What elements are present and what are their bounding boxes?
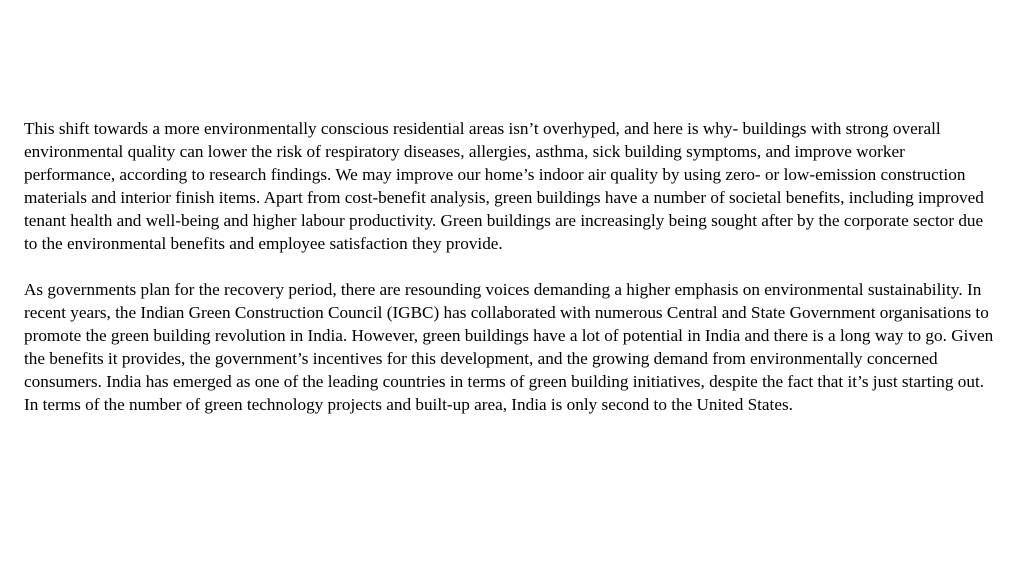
body-paragraph-india-green-buildings: As governments plan for the recovery period, there are resounding voices demanding a higher emphasis on environmental sustainability. In recent years, the Indian Green Construction Council (IGBC) has collaborated with numerous Central and State Government organisations to promote the green building revolution in India. However, green buildings have a lot of potential in India and there is a long way to go. Given the benefits it provides, the government’s incentives for this development, and the growing demand from environmentally concerned consumers. India has emerged as one of the leading countries in terms of green building initiatives, despite the fact that it’s just starting out. In terms of the number of green technology projects and built-up area, India is only second to the United States. — [24, 280, 994, 414]
body-paragraph-health-benefits: This shift towards a more environmentally conscious residential areas isn’t overhyped, and here is why- buildings with strong overall environmental quality can lower the risk of respiratory diseases, allergies, asthma, sick building symptoms, and improve worker performance, according to research findings. We may improve our home’s indoor air quality by using zero- or low-emission construction materials and interior finish items. Apart from cost-benefit analysis, green buildings have a number of societal benefits, including improved tenant health and well-being and higher labour productivity. Green buildings are increasingly being sought after by the corporate sector due to the environmental benefits and employee satisfaction they provide. — [24, 119, 984, 253]
